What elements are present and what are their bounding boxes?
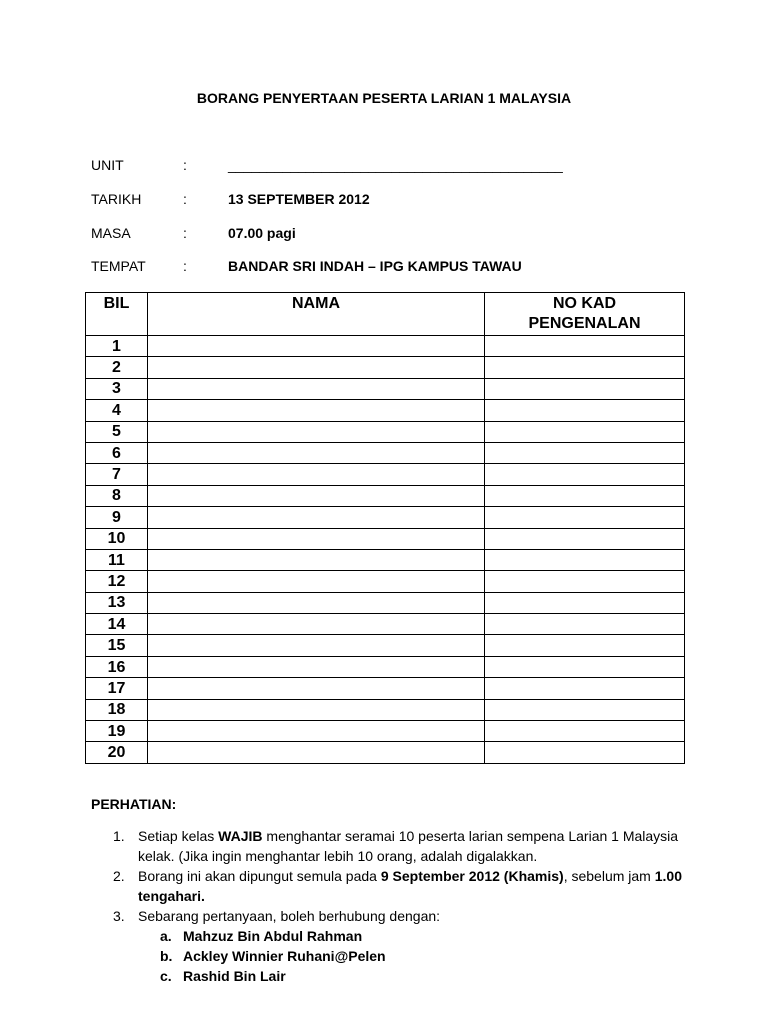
table-row [86, 485, 685, 506]
ic-number-cell[interactable] [485, 485, 685, 506]
table-row [86, 635, 685, 656]
name-cell[interactable] [148, 678, 485, 699]
row-number: 5 [86, 421, 148, 442]
field-unit [91, 157, 691, 177]
table-row [86, 678, 685, 699]
participant-table [85, 292, 685, 764]
notice-text-bold: 1.00 tengahari. [138, 868, 682, 904]
contact-item [138, 946, 691, 966]
row-number: 8 [86, 485, 148, 506]
name-cell[interactable] [148, 357, 485, 378]
table-row [86, 378, 685, 399]
table-row [86, 549, 685, 570]
row-number: 15 [86, 635, 148, 656]
ic-number-cell[interactable] [485, 378, 685, 399]
name-cell[interactable] [148, 571, 485, 592]
contact-item [138, 926, 691, 946]
contact-name: Ackley Winnier Ruhani@Pelen [183, 948, 386, 964]
ic-number-cell[interactable] [485, 507, 685, 528]
table-row [86, 528, 685, 549]
row-number: 9 [86, 507, 148, 528]
field-value: BANDAR SRI INDAH – IPG KAMPUS TAWAU [228, 258, 522, 274]
ic-number-cell[interactable] [485, 464, 685, 485]
ic-number-cell[interactable] [485, 721, 685, 742]
table-row [86, 571, 685, 592]
field-label: TEMPAT [91, 258, 146, 274]
notice-list [91, 826, 691, 986]
row-number: 16 [86, 656, 148, 677]
row-number: 12 [86, 571, 148, 592]
row-number: 1 [86, 336, 148, 357]
name-cell[interactable] [148, 378, 485, 399]
name-cell[interactable] [148, 699, 485, 720]
field-masa [91, 225, 691, 245]
field-label: MASA [91, 225, 131, 241]
notice-text-bold: WAJIB [218, 828, 263, 844]
table-row [86, 507, 685, 528]
row-number: 20 [86, 742, 148, 763]
notice-number: 3. [113, 908, 125, 924]
table-row [86, 357, 685, 378]
name-cell[interactable] [148, 656, 485, 677]
name-cell[interactable] [148, 592, 485, 613]
name-cell[interactable] [148, 485, 485, 506]
table-row [86, 421, 685, 442]
name-cell[interactable] [148, 635, 485, 656]
field-colon: : [183, 191, 187, 207]
notice-heading: PERHATIAN: [91, 796, 177, 812]
ic-number-cell[interactable] [485, 336, 685, 357]
notice-number: 1. [113, 828, 125, 844]
ic-number-cell[interactable] [485, 357, 685, 378]
table-row [86, 336, 685, 357]
ic-number-cell[interactable] [485, 678, 685, 699]
notice-number: 2. [113, 868, 125, 884]
row-number: 7 [86, 464, 148, 485]
contact-letter: c. [160, 968, 172, 984]
ic-number-cell[interactable] [485, 742, 685, 763]
field-label: UNIT [91, 157, 124, 173]
row-number: 19 [86, 721, 148, 742]
row-number: 17 [86, 678, 148, 699]
name-cell[interactable] [148, 421, 485, 442]
contact-letter: a. [160, 928, 172, 944]
name-cell[interactable] [148, 400, 485, 421]
name-cell[interactable] [148, 464, 485, 485]
ic-number-cell[interactable] [485, 699, 685, 720]
name-cell[interactable] [148, 507, 485, 528]
header-nama: NAMA [148, 293, 485, 336]
field-colon: : [183, 258, 187, 274]
table-row [86, 442, 685, 463]
ic-number-cell[interactable] [485, 571, 685, 592]
notice-text: menghantar seramai 10 peserta larian sempena Larian 1 Malaysia kelak. (Jika ingin menghantar lebih 10 orang, adalah digalakkan. [138, 828, 679, 864]
ic-number-cell[interactable] [485, 421, 685, 442]
contact-list [138, 926, 691, 986]
header-bil: BIL [86, 293, 148, 336]
notice-item [91, 866, 691, 906]
row-number: 2 [86, 357, 148, 378]
notice-text: Sebarang pertanyaan, boleh berhubung dengan: [138, 908, 441, 924]
row-number: 10 [86, 528, 148, 549]
field-label: TARIKH [91, 191, 142, 207]
field-value: 07.00 pagi [228, 225, 296, 241]
ic-number-cell[interactable] [485, 592, 685, 613]
header-no-kad: NO KAD PENGENALAN [485, 293, 685, 336]
table-row [86, 464, 685, 485]
field-colon: : [183, 157, 187, 173]
table-row [86, 721, 685, 742]
ic-number-cell[interactable] [485, 549, 685, 570]
notice-text-bold: 9 September 2012 (Khamis) [380, 868, 564, 884]
name-cell[interactable] [148, 614, 485, 635]
row-number: 3 [86, 378, 148, 399]
ic-number-cell[interactable] [485, 614, 685, 635]
ic-number-cell[interactable] [485, 400, 685, 421]
field-colon: : [183, 225, 187, 241]
field-tempat [91, 258, 691, 278]
table-row [86, 592, 685, 613]
name-cell[interactable] [148, 336, 485, 357]
notice-item [91, 906, 691, 986]
row-number: 4 [86, 400, 148, 421]
contact-name: Rashid Bin Lair [183, 968, 286, 984]
notice-text: , sebelum jam [563, 868, 655, 884]
notice-item [91, 826, 691, 866]
row-number: 14 [86, 614, 148, 635]
unit-blank-line: ___________________________________________ [228, 157, 563, 173]
table-row [86, 742, 685, 763]
ic-number-cell[interactable] [485, 442, 685, 463]
ic-number-cell[interactable] [485, 635, 685, 656]
name-cell[interactable] [148, 528, 485, 549]
notice-text: Setiap kelas [138, 828, 219, 844]
row-number: 11 [86, 549, 148, 570]
contact-letter: b. [160, 948, 173, 964]
row-number: 6 [86, 442, 148, 463]
table-row [86, 400, 685, 421]
row-number: 18 [86, 699, 148, 720]
name-cell[interactable] [148, 721, 485, 742]
ic-number-cell[interactable] [485, 528, 685, 549]
table-row [86, 656, 685, 677]
contact-name: Mahzuz Bin Abdul Rahman [183, 928, 363, 944]
form-title: BORANG PENYERTAAN PESERTA LARIAN 1 MALAYSIA [196, 90, 572, 106]
table-row [86, 614, 685, 635]
table-header-row [86, 293, 685, 336]
name-cell[interactable] [148, 549, 485, 570]
name-cell[interactable] [148, 742, 485, 763]
table-row [86, 699, 685, 720]
notice-text: Borang ini akan dipungut semula pada [138, 868, 381, 884]
name-cell[interactable] [148, 442, 485, 463]
ic-number-cell[interactable] [485, 656, 685, 677]
row-number: 13 [86, 592, 148, 613]
field-value: 13 SEPTEMBER 2012 [228, 191, 370, 207]
field-tarikh [91, 191, 691, 211]
contact-item [138, 966, 691, 986]
